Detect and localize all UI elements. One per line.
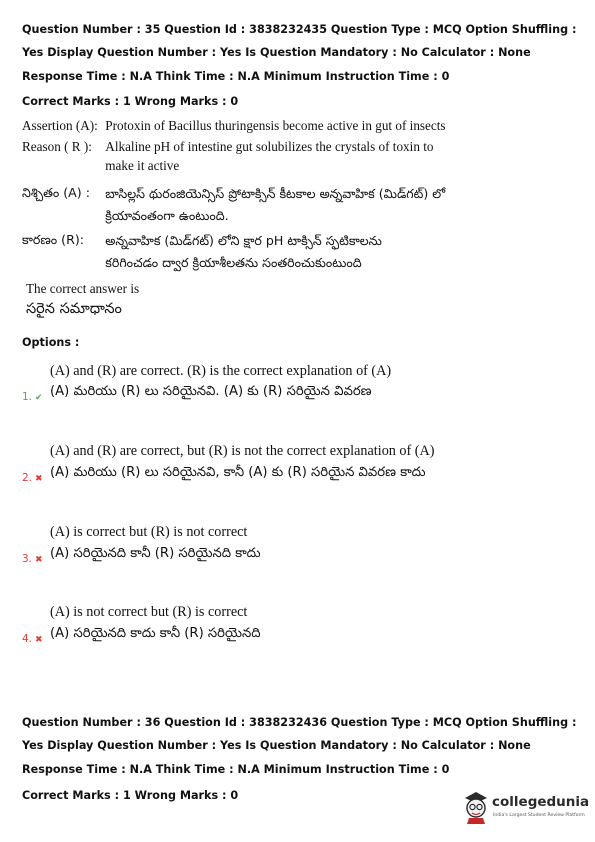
- correct-answer-label: The correct answer is: [26, 281, 140, 296]
- option-2-en: (A) and (R) are correct, but (R) is not the correct explanation of (A): [50, 443, 435, 459]
- option-1-number[interactable]: [22, 391, 43, 403]
- logo-name: collegedunia: [492, 794, 590, 810]
- cross-icon: ✖: [35, 555, 43, 565]
- reason-te-row: [22, 230, 435, 274]
- option-3-te[interactable]: (A) సరియైనది కానీ (R) సరియైనది కాదు: [50, 546, 261, 561]
- correct-answer-te: సరైన సమాధానం: [26, 301, 122, 317]
- assertion-te-text: బాసిల్లస్ థురంజియెన్సిస్ ప్రోటాక్సిన్ కీటకాల అన్నవాహిక (మిడ్‌గట్) లో క్రియావంతంగా ఉంటుంది.: [105, 186, 446, 223]
- q36-meta: Question Number : 36 Question Id : 3838232436 Question Type : MCQ Option Shuffling : Yes Display Question Number : Yes Is Question Mandatory : No Calculator : None Response Time : N.A Think Time : N.A Minimum Instruction Time : 0: [22, 716, 577, 776]
- assertion-row: [22, 116, 565, 135]
- option-1-te[interactable]: (A) మరియు (R) లు సరియైనవి. (A) కు (R) సరియైన వివరణ: [50, 384, 372, 399]
- reason-text: Alkaline pH of intestine gut solubilizes the crystals of toxin to make it active: [105, 139, 434, 173]
- option-1-num: 1.: [22, 391, 33, 403]
- options-label: Options :: [22, 336, 80, 349]
- option-4-te[interactable]: (A) సరియైనది కాదు కానీ (R) సరియైనది: [50, 626, 261, 641]
- collegedunia-logo: [462, 788, 590, 828]
- assertion-te-row: [22, 183, 500, 227]
- q35-meta: Question Number : 35 Question Id : 3838232435 Question Type : MCQ Option Shuffling : Yes Display Question Number : Yes Is Question Mandatory : No Calculator : None Response Time : N.A Think Time : N.A Minimum Instruction Time : 0: [22, 23, 577, 83]
- option-2-num: 2.: [22, 472, 33, 484]
- reason-row: [22, 137, 440, 175]
- reason-label: Reason ( R ):: [22, 139, 92, 154]
- logo-tagline: India's Largest Student Review Platform: [493, 813, 585, 818]
- option-2-te[interactable]: (A) మరియు (R) లు సరియైనవి, కానీ (A) కు (R) సరియైన వివరణ కాదు: [50, 465, 426, 480]
- option-4-en: (A) is not correct but (R) is correct: [50, 604, 248, 620]
- assertion-label: Assertion (A):: [22, 118, 98, 133]
- assertion-text: Protoxin of Bacillus thuringensis become active in gut of insects: [105, 118, 446, 133]
- option-2-number[interactable]: [22, 472, 43, 484]
- option-3-num: 3.: [22, 553, 33, 565]
- option-4-num: 4.: [22, 633, 33, 645]
- option-3-en: (A) is correct but (R) is not correct: [50, 524, 248, 540]
- q36-marks: Correct Marks : 1 Wrong Marks : 0: [22, 789, 239, 802]
- reason-te-text: అన్నవాహిక (మిడ్‌గట్) లోని క్షార pH టాక్సిన్ స్ఫటికాలను కరిగించడం ద్వార క్రియాశీలతను సంతరించుకుంటుంది: [105, 233, 382, 270]
- cross-icon: ✖: [35, 474, 43, 484]
- q35-marks: Correct Marks : 1 Wrong Marks : 0: [22, 95, 239, 108]
- cross-icon: ✖: [35, 635, 43, 645]
- check-icon: ✔: [35, 393, 43, 403]
- option-3-number[interactable]: [22, 553, 43, 565]
- reason-te-label: కారణం (R):: [22, 232, 84, 247]
- mascot-icon: [462, 788, 490, 824]
- option-1-en: (A) and (R) are correct. (R) is the correct explanation of (A): [50, 363, 392, 379]
- option-4-number[interactable]: [22, 633, 43, 645]
- assertion-te-label: నిశ్చితం (A) :: [22, 185, 90, 200]
